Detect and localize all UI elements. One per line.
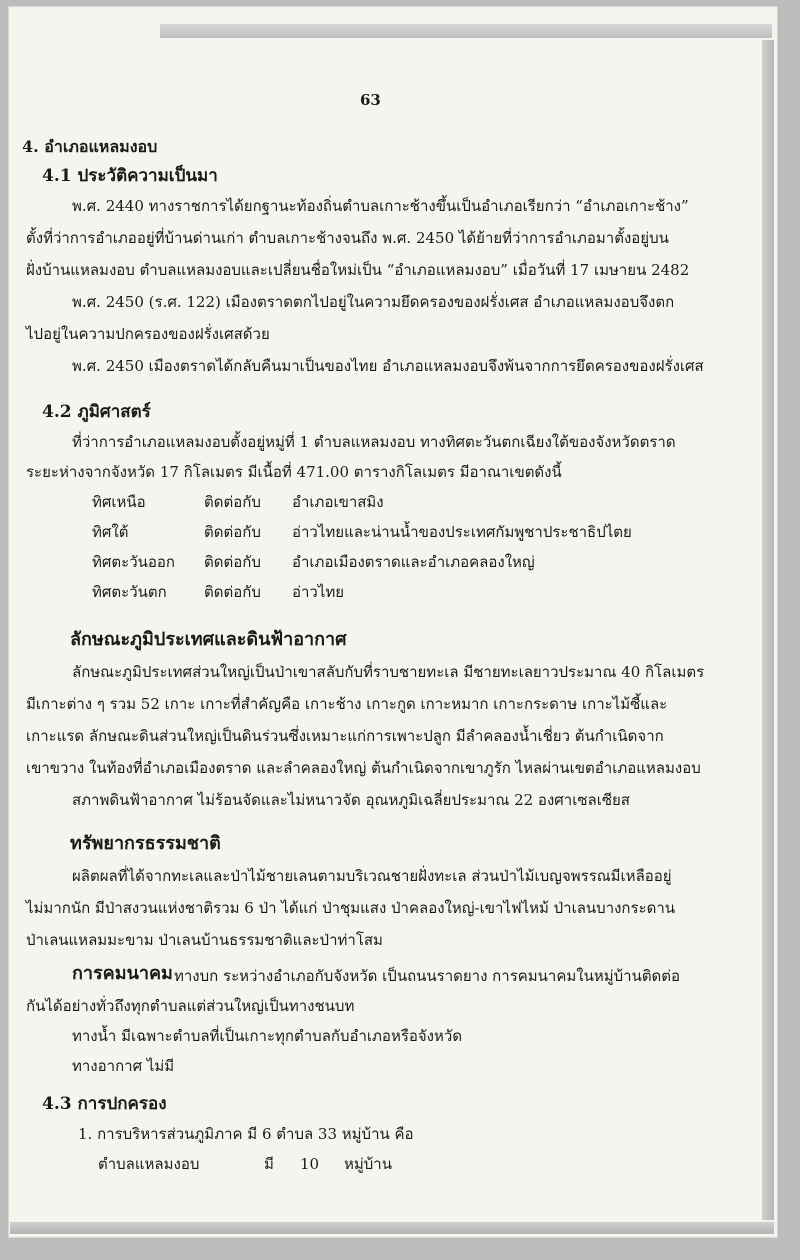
border-place: อ่าวไทย bbox=[292, 583, 345, 601]
heading-4-3: 4.3 การปกครอง bbox=[42, 1094, 167, 1114]
transport-line-3: ทางน้ำ มีเฉพาะตำบลที่เป็นเกาะทุกตำบลกับอำเภอหรือจังหวัด bbox=[72, 1027, 463, 1045]
subdistrict-name: ตำบลแหลมงอบ bbox=[98, 1155, 200, 1173]
subdistrict-village-count: 10 bbox=[300, 1155, 320, 1173]
document-page bbox=[8, 6, 778, 1238]
geography-line-2: ระยะห่างจากจังหวัด 17 กิโลเมตร มีเนื้อที่ 471.00 ตารางกิโลเมตร มีอาณาเขตดังนี้ bbox=[26, 463, 562, 481]
history-line-2: ตั้งที่ว่าการอำเภออยู่ที่บ้านด่านเก่า ตำบลเกาะช้างจนถึง พ.ศ. 2450 ได้ย้ายที่ว่าการอำเภอมาตั้งอยู่บน bbox=[26, 229, 669, 247]
history-line-6: พ.ศ. 2450 เมืองตราดได้กลับคืนมาเป็นของไทย อำเภอแหลมงอบจึงพ้นจากการยึดครองของฝรั่งเศส bbox=[72, 357, 704, 375]
heading-4-1: 4.1 ประวัติความเป็นมา bbox=[42, 166, 218, 186]
history-line-1: พ.ศ. 2440 ทางราชการได้ยกฐานะท้องถิ่นตำบลเกาะช้างขึ้นเป็นอำเภอเรียกว่า “อำเภอเกาะช้าง” bbox=[72, 197, 689, 215]
resources-heading: ทรัพยากรธรรมชาติ bbox=[70, 833, 221, 854]
border-place: อำเภอเขาสมิง bbox=[292, 493, 384, 511]
page-number: 63 bbox=[360, 91, 381, 109]
border-direction: ทิศตะวันออก bbox=[92, 553, 175, 571]
page-frame-right bbox=[762, 40, 774, 1220]
geography-line-1: ที่ว่าการอำเภอแหลมงอบตั้งอยู่หมู่ที่ 1 ตำบลแหลมงอบ ทางทิศตะวันตกเฉียงใต้ของจังหวัดตราด bbox=[72, 433, 676, 451]
terrain-line-4: เขาขวาง ในท้องที่อำเภอเมืองตราด และลำคลองใหญ่ ต้นกำเนิดจากเขาภูรัก ไหลผ่านเขตอำเภอแหลมงอบ bbox=[26, 759, 701, 777]
border-place: อำเภอเมืองตราดและอำเภอคลองใหญ่ bbox=[292, 553, 535, 571]
resources-line-3: ป่าเลนแหลมมะขาม ป่าเลนบ้านธรรมชาติและป่าท่าโสม bbox=[26, 931, 383, 949]
border-direction: ทิศตะวันตก bbox=[92, 583, 167, 601]
border-direction: ทิศเหนือ bbox=[92, 493, 146, 511]
transport-line-2: กันได้อย่างทั่วถึงทุกตำบลแต่ส่วนใหญ่เป็นทางชนบท bbox=[26, 997, 355, 1015]
resources-line-1: ผลิตผลที่ได้จากทะเลและป่าไม้ชายเลนตามบริเวณชายฝั่งทะเล ส่วนป่าไม้เบญจพรรณมีเหลืออยู่ bbox=[72, 867, 672, 885]
terrain-line-2: มีเกาะต่าง ๆ รวม 52 เกาะ เกาะที่สำคัญคือ เกาะช้าง เกาะกูด เกาะหมาก เกาะกระดาษ เกาะไม้ซี้และ bbox=[26, 695, 668, 713]
border-relation: ติดต่อกับ bbox=[204, 553, 261, 571]
transport-label: การคมนาคม bbox=[72, 963, 173, 984]
terrain-line-1: ลักษณะภูมิประเทศส่วนใหญ่เป็นป่าเขาสลับกับที่ราบชายทะเล มีชายทะเลยาวประมาณ 40 กิโลเมตร bbox=[72, 663, 705, 681]
border-relation: ติดต่อกับ bbox=[204, 523, 261, 541]
heading-4-2: 4.2 ภูมิศาสตร์ bbox=[42, 402, 151, 422]
transport-line-4: ทางอากาศ ไม่มี bbox=[72, 1057, 175, 1075]
history-line-5: ไปอยู่ในความปกครองของฝรั่งเศสด้วย bbox=[26, 325, 270, 343]
border-relation: ติดต่อกับ bbox=[204, 493, 261, 511]
subdistrict-unit: หมู่บ้าน bbox=[344, 1155, 392, 1173]
subdistrict-has: มี bbox=[264, 1155, 274, 1173]
administration-item-1: 1. การบริหารส่วนภูมิภาค มี 6 ตำบล 33 หมู่บ้าน คือ bbox=[78, 1125, 414, 1143]
terrain-line-5: สภาพดินฟ้าอากาศ ไม่ร้อนจัดและไม่หนาวจัด อุณหภูมิเฉลี่ยประมาณ 22 องศาเซลเซียส bbox=[72, 791, 630, 809]
history-line-4: พ.ศ. 2450 (ร.ศ. 122) เมืองตราดตกไปอยู่ในความยึดครองของฝรั่งเศส อำเภอแหลมงอบจึงตก bbox=[72, 293, 675, 311]
resources-line-2: ไม่มากนัก มีป่าสงวนแห่งชาติรวม 6 ป่า ได้แก่ ป่าชุมแสง ป่าคลองใหญ่-เขาไฟไหม้ ป่าเลนบางกระดาน bbox=[26, 899, 676, 917]
border-place: อ่าวไทยและน่านน้ำของประเทศกัมพูชาประชาธิปไตย bbox=[292, 523, 632, 541]
page-frame-top bbox=[160, 24, 772, 38]
history-line-3: ฝั่งบ้านแหลมงอบ ตำบลแหลมงอบและเปลี่ยนชื่อใหม่เป็น “อำเภอแหลมงอบ” เมื่อวันที่ 17 เมษายน 2482 bbox=[26, 261, 690, 279]
terrain-line-3: เกาะแรด ลักษณะดินส่วนใหญ่เป็นดินร่วนซึ่งเหมาะแก่การเพาะปลูก มีลำคลองน้ำเชี่ยว ต้นกำเนิดจาก bbox=[26, 727, 664, 745]
border-relation: ติดต่อกับ bbox=[204, 583, 261, 601]
border-direction: ทิศใต้ bbox=[92, 523, 129, 541]
transport-line-1: ทางบก ระหว่างอำเภอกับจังหวัด เป็นถนนราดยาง การคมนาคมในหมู่บ้านติดต่อ bbox=[174, 967, 681, 985]
terrain-heading: ลักษณะภูมิประเทศและดินฟ้าอากาศ bbox=[70, 629, 347, 650]
page-frame-bottom bbox=[10, 1222, 774, 1234]
section-title: 4. อำเภอแหลมงอบ bbox=[22, 137, 158, 156]
